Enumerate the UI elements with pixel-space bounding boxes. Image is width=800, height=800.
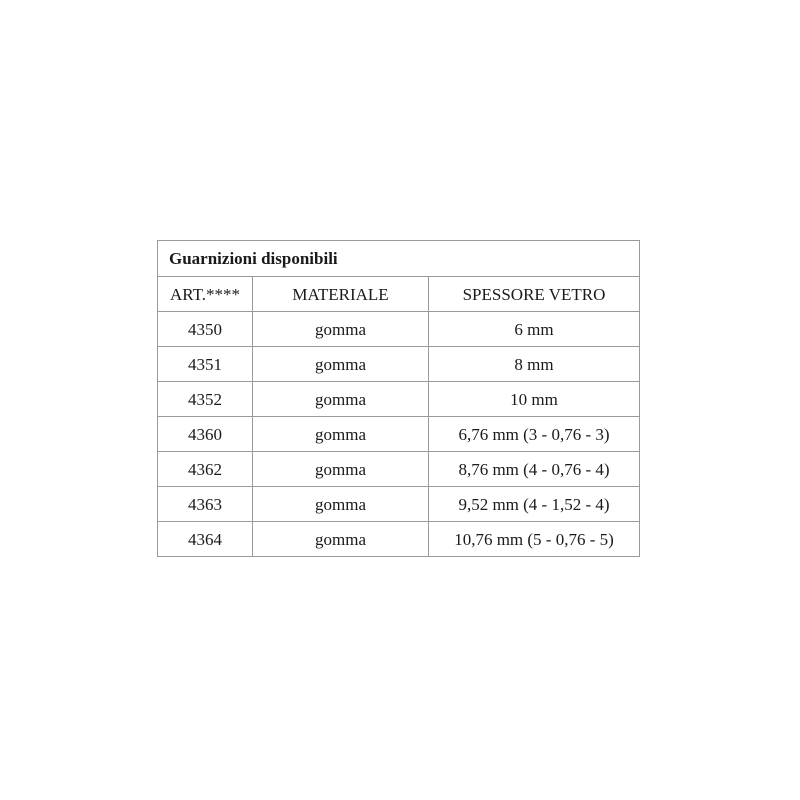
cell-materiale: gomma [253, 522, 429, 557]
cell-materiale: gomma [253, 452, 429, 487]
column-header-materiale: MATERIALE [253, 277, 429, 312]
cell-spessore: 6,76 mm (3 - 0,76 - 3) [429, 417, 640, 452]
cell-spessore: 6 mm [429, 312, 640, 347]
cell-spessore: 10,76 mm (5 - 0,76 - 5) [429, 522, 640, 557]
cell-materiale: gomma [253, 347, 429, 382]
cell-materiale: gomma [253, 417, 429, 452]
table-caption-row [158, 241, 640, 277]
cell-materiale: gomma [253, 487, 429, 522]
cell-art: 4364 [158, 522, 253, 557]
cell-art: 4363 [158, 487, 253, 522]
column-header-spessore-vetro: SPESSORE VETRO [429, 277, 640, 312]
cell-art: 4351 [158, 347, 253, 382]
cell-art: 4362 [158, 452, 253, 487]
gasket-table-container [157, 240, 639, 557]
gasket-table [157, 240, 640, 557]
cell-art: 4352 [158, 382, 253, 417]
cell-art: 4350 [158, 312, 253, 347]
cell-spessore: 10 mm [429, 382, 640, 417]
cell-materiale: gomma [253, 382, 429, 417]
table-row [158, 487, 640, 522]
cell-spessore: 9,52 mm (4 - 1,52 - 4) [429, 487, 640, 522]
table-row [158, 452, 640, 487]
table-row [158, 417, 640, 452]
table-row [158, 347, 640, 382]
table-row [158, 382, 640, 417]
cell-spessore: 8,76 mm (4 - 0,76 - 4) [429, 452, 640, 487]
table-title: Guarnizioni disponibili [158, 241, 640, 277]
table-row [158, 312, 640, 347]
cell-spessore: 8 mm [429, 347, 640, 382]
cell-materiale: gomma [253, 312, 429, 347]
table-row [158, 522, 640, 557]
table-header-row [158, 277, 640, 312]
cell-art: 4360 [158, 417, 253, 452]
column-header-art: ART.**** [158, 277, 253, 312]
